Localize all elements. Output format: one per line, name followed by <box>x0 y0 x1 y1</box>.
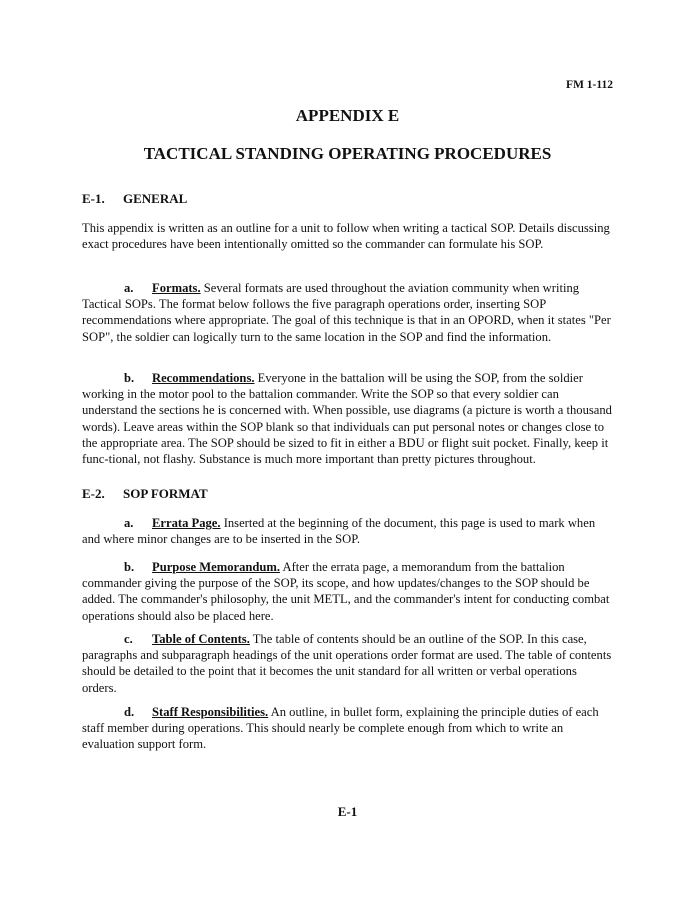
paragraph-heading: Formats. <box>152 281 201 295</box>
paragraph-label: b. <box>124 560 135 574</box>
paragraph-label: d. <box>124 705 135 719</box>
paragraph-label: c. <box>124 632 133 646</box>
paragraph-text: Inserted at the beginning of the document, this page is used to mark when and where minor changes are to be inserted in the SOP. <box>82 516 596 547</box>
paragraph-recommendations <box>82 370 614 467</box>
paragraph-label: b. <box>124 371 135 385</box>
section-number: E-1. <box>82 191 105 206</box>
paragraph-text: Everyone in the battalion will be using the SOP, from the soldier working in the motor pool to the battalion commander. Write the SOP so that every soldier can understand the sections he is concerned with. When possible, use diagrams (a picture is worth a thousand words). Leave areas within the SOP blank so that individuals can put personal notes or changes close to the appropriate area. The SOP should be sized to fit in either a BDU or flight suit pocket. Finally, keep it func-tional, not flashy. Substance is much more important than pretty pictures throughout. <box>82 371 612 467</box>
paragraph-text: An outline, in bullet form, explaining the principle duties of each staff member during operations. This should nearly be complete enough from which to write an evaluation support form. <box>82 705 599 752</box>
paragraph-heading: Purpose Memorandum. <box>152 560 281 574</box>
section-title: GENERAL <box>123 191 188 206</box>
paragraph-formats <box>82 280 614 345</box>
paragraph-text: After the errata page, a memorandum from the battalion commander giving the purpose of the SOP, its scope, and how updates/changes to the SOP should be added. The commander's philosophy, the unit METL, and the commander's intent for conducting combat operations should also be placed here. <box>82 560 610 623</box>
paragraph-purpose-memorandum <box>82 559 614 624</box>
manual-code: FM 1-112 <box>566 79 613 91</box>
section-e2-heading <box>82 486 208 502</box>
section-e1-heading <box>82 191 187 207</box>
paragraph-heading: Errata Page. <box>152 516 221 530</box>
section-number: E-2. <box>82 486 105 501</box>
section-title: SOP FORMAT <box>123 486 208 501</box>
paragraph-label: a. <box>124 516 134 530</box>
paragraph-staff-responsibilities <box>82 704 614 753</box>
paragraph-heading: Recommendations. <box>152 371 255 385</box>
appendix-subtitle: TACTICAL STANDING OPERATING PROCEDURES <box>143 144 552 163</box>
paragraph-heading: Table of Contents. <box>152 632 250 646</box>
paragraph-text: The table of contents should be an outline of the SOP. In this case, paragraphs and subparagraph headings of the unit operations order format are used. The table of contents should be detailed to the point that it becomes the unit standard for all written or verbal operations orders. <box>82 632 612 695</box>
page-number: E-1 <box>337 804 358 819</box>
paragraph-errata-page <box>82 515 614 547</box>
appendix-title: APPENDIX E <box>295 106 400 125</box>
paragraph-table-of-contents <box>82 631 614 696</box>
paragraph-text: Several formats are used throughout the aviation community when writing Tactical SOPs. The format below follows the five paragraph operations order, inserting SOP recommendations where appropriate. The goal of this technique is that in an OPORD, when it states "Per SOP", the soldier can logically turn to the same location in the SOP and find the information. <box>82 281 611 344</box>
section-e1-intro: This appendix is written as an outline for a unit to follow when writing a tactical SOP. Details discussing exact procedures have been intentionally omitted so the commander can formulate his SOP. <box>82 221 610 252</box>
paragraph-heading: Staff Responsibilities. <box>152 705 269 719</box>
paragraph-label: a. <box>124 281 134 295</box>
